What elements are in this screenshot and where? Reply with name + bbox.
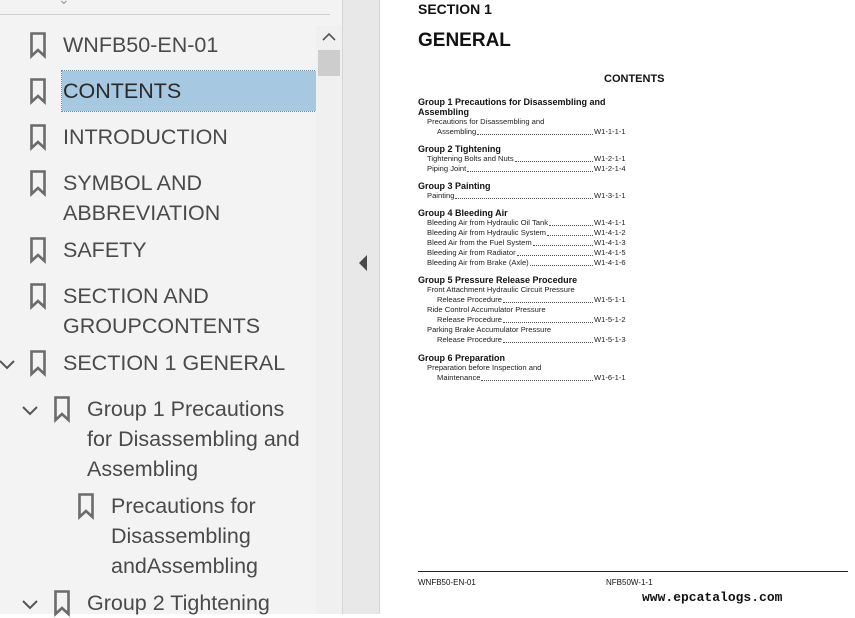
toc-entry[interactable] xyxy=(427,154,630,164)
bookmark-item[interactable] xyxy=(0,491,316,578)
toc-entry-text: Front Attachment Hydraulic Circuit Pressure xyxy=(427,285,575,294)
toc-entry-text: Maintenance xyxy=(437,373,481,382)
toc-page-code: W1-5-1-1 xyxy=(594,295,626,304)
toc-entry-text: Tightening Bolts and Nuts xyxy=(427,154,514,163)
toc-entry[interactable] xyxy=(427,191,630,201)
toc-entry-text: Bleeding Air from Brake (Axle) xyxy=(427,258,529,267)
toc-entry[interactable] xyxy=(427,238,630,248)
bookmark-label: Group 1 Precautions for Disassembling and Assembling xyxy=(87,397,300,481)
toc-page-code: W1-4-1-5 xyxy=(594,248,626,257)
watermark-text: www.epcatalogs.com xyxy=(642,590,783,605)
bookmark-icon xyxy=(54,396,70,422)
toc-entry[interactable] xyxy=(427,258,630,268)
toc-leader-dots xyxy=(477,127,593,135)
bookmark-label: WNFB50-EN-01 xyxy=(63,33,219,57)
triangle-left-icon[interactable] xyxy=(358,254,368,272)
bookmarks-panel xyxy=(0,0,342,614)
section-label: SECTION 1 xyxy=(418,1,492,17)
toc-leader-dots xyxy=(533,238,593,246)
toc-page-code: W1-6-1-1 xyxy=(594,373,626,382)
toc-page-code: W1-4-1-6 xyxy=(594,258,626,267)
bookmark-label: SECTION 1 GENERAL xyxy=(63,351,286,375)
toc-entry[interactable] xyxy=(437,127,630,137)
toc-entry[interactable] xyxy=(437,315,630,325)
bookmark-icon xyxy=(30,283,46,309)
toc-entry-text: Bleeding Air from Hydraulic System xyxy=(427,228,547,237)
toc-entry[interactable] xyxy=(427,248,630,258)
scrollbar-thumb[interactable] xyxy=(318,50,340,76)
toc-leader-dots xyxy=(455,191,593,199)
bookmark-label: CONTENTS xyxy=(62,71,316,111)
toc-page-code: W1-2-1-1 xyxy=(594,154,626,163)
toc-leader-dots xyxy=(481,373,593,381)
bookmark-icon xyxy=(30,78,46,104)
toc-group-title: Group 5 Pressure Release Procedure xyxy=(418,275,578,285)
toc-entry-text: Release Procedure xyxy=(437,335,503,344)
bookmark-label: Precautions for Disassembling andAssembling xyxy=(111,494,259,578)
toc-entry[interactable] xyxy=(437,335,630,345)
panel-divider xyxy=(0,14,330,15)
bookmark-label: INTRODUCTION xyxy=(63,125,228,149)
toc-entry-text: Precautions for Disassembling and xyxy=(427,117,545,126)
toc-entry-text: Bleed Air from the Fuel System xyxy=(427,238,532,247)
bookmark-item[interactable] xyxy=(0,348,316,378)
toc-entry[interactable] xyxy=(427,117,630,127)
toc-entry[interactable] xyxy=(437,295,630,305)
toc-page-code: W1-3-1-1 xyxy=(594,191,626,200)
toc-page-code: W1-4-1-2 xyxy=(594,228,626,237)
panel-splitter[interactable] xyxy=(342,0,380,614)
bookmark-item[interactable] xyxy=(0,168,316,225)
toc-group-title: Group 1 Precautions for Disassembling and Assembling xyxy=(418,97,606,117)
chevron-down-icon[interactable] xyxy=(0,358,17,372)
toc-entry[interactable] xyxy=(437,373,630,383)
document-page xyxy=(380,0,855,614)
toc-page-code: W1-5-1-3 xyxy=(594,335,626,344)
toc-group-title: Group 4 Bleeding Air xyxy=(418,208,508,218)
chevron-up-icon[interactable] xyxy=(321,30,337,44)
toc-leader-dots xyxy=(503,315,593,323)
toc-leader-dots xyxy=(547,228,593,236)
bookmark-item[interactable] xyxy=(0,122,316,152)
toc-entry-text: Painting xyxy=(427,191,455,200)
toc-page-code: W1-1-1-1 xyxy=(594,127,626,136)
footer-divider xyxy=(418,571,848,572)
bookmark-icon xyxy=(30,32,46,58)
toc-entry-text: Release Procedure xyxy=(437,295,503,304)
contents-heading: CONTENTS xyxy=(604,73,665,85)
toc-leader-dots xyxy=(503,335,593,343)
footer-doc-id: WNFB50-EN-01 xyxy=(418,578,476,587)
section-title: GENERAL xyxy=(418,30,511,51)
toc-leader-dots xyxy=(530,258,593,266)
toc-entry-text: Release Procedure xyxy=(437,315,503,324)
bookmark-label: Group 2 Tightening xyxy=(87,591,270,615)
bookmark-item[interactable] xyxy=(0,235,316,265)
toc-entry-text: Ride Control Accumulator Pressure xyxy=(427,305,546,314)
bookmark-icon xyxy=(30,170,46,196)
bookmark-icon xyxy=(30,124,46,150)
toc-leader-dots xyxy=(467,164,593,172)
toc-entry[interactable] xyxy=(427,363,630,373)
toc-entry-text: Parking Brake Accumulator Pressure xyxy=(427,325,552,334)
toc-entry[interactable] xyxy=(427,228,630,238)
toc-entry[interactable] xyxy=(427,218,630,228)
toc-entry[interactable] xyxy=(427,285,630,295)
bookmarks-scrollbar[interactable] xyxy=(316,26,342,614)
toc-page-code: W1-4-1-3 xyxy=(594,238,626,247)
bookmark-icon xyxy=(78,493,94,519)
toc-page-code: W1-2-1-4 xyxy=(594,164,626,173)
toc-leader-dots xyxy=(503,295,593,303)
bookmark-item[interactable] xyxy=(0,281,316,338)
toc-entry-text: Assembling xyxy=(437,127,477,136)
toc-group-title: Group 6 Preparation xyxy=(418,353,506,363)
toc-entry-text: Piping Joint xyxy=(427,164,467,173)
bookmark-label: SYMBOL AND ABBREVIATION xyxy=(63,171,221,225)
toc-group-title: Group 2 Tightening xyxy=(418,144,501,154)
bookmark-item[interactable] xyxy=(0,394,316,481)
toc-leader-dots xyxy=(515,154,593,162)
chevron-down-icon[interactable] xyxy=(20,598,40,612)
toc-entry-text: Preparation before Inspection and xyxy=(427,363,542,372)
toc-entry-text: Bleeding Air from Hydraulic Oil Tank xyxy=(427,218,548,227)
toc-page-code: W1-5-1-2 xyxy=(594,315,626,324)
toc-group-title: Group 3 Painting xyxy=(418,181,491,191)
bookmark-item[interactable] xyxy=(0,588,316,618)
toc-entry[interactable] xyxy=(427,305,630,315)
toc-leader-dots xyxy=(549,218,593,226)
bookmark-label: SECTION AND GROUPCONTENTS xyxy=(63,284,261,338)
bookmark-item[interactable] xyxy=(0,76,316,106)
chevron-down-icon[interactable] xyxy=(20,404,40,418)
bookmark-icon xyxy=(30,350,46,376)
toc-leader-dots xyxy=(517,248,593,256)
bookmark-icon xyxy=(30,237,46,263)
bookmark-item[interactable] xyxy=(0,30,316,60)
bookmark-icon xyxy=(54,590,70,616)
truncated-item-caret xyxy=(58,0,70,8)
bookmark-label: SAFETY xyxy=(63,238,147,262)
toc-entry-text: Bleeding Air from Radiator xyxy=(427,248,516,257)
toc-entry[interactable] xyxy=(427,325,630,335)
footer-page-number: NFB50W-1-1 xyxy=(606,578,653,587)
toc-entry[interactable] xyxy=(427,164,630,174)
toc-page-code: W1-4-1-1 xyxy=(594,218,626,227)
